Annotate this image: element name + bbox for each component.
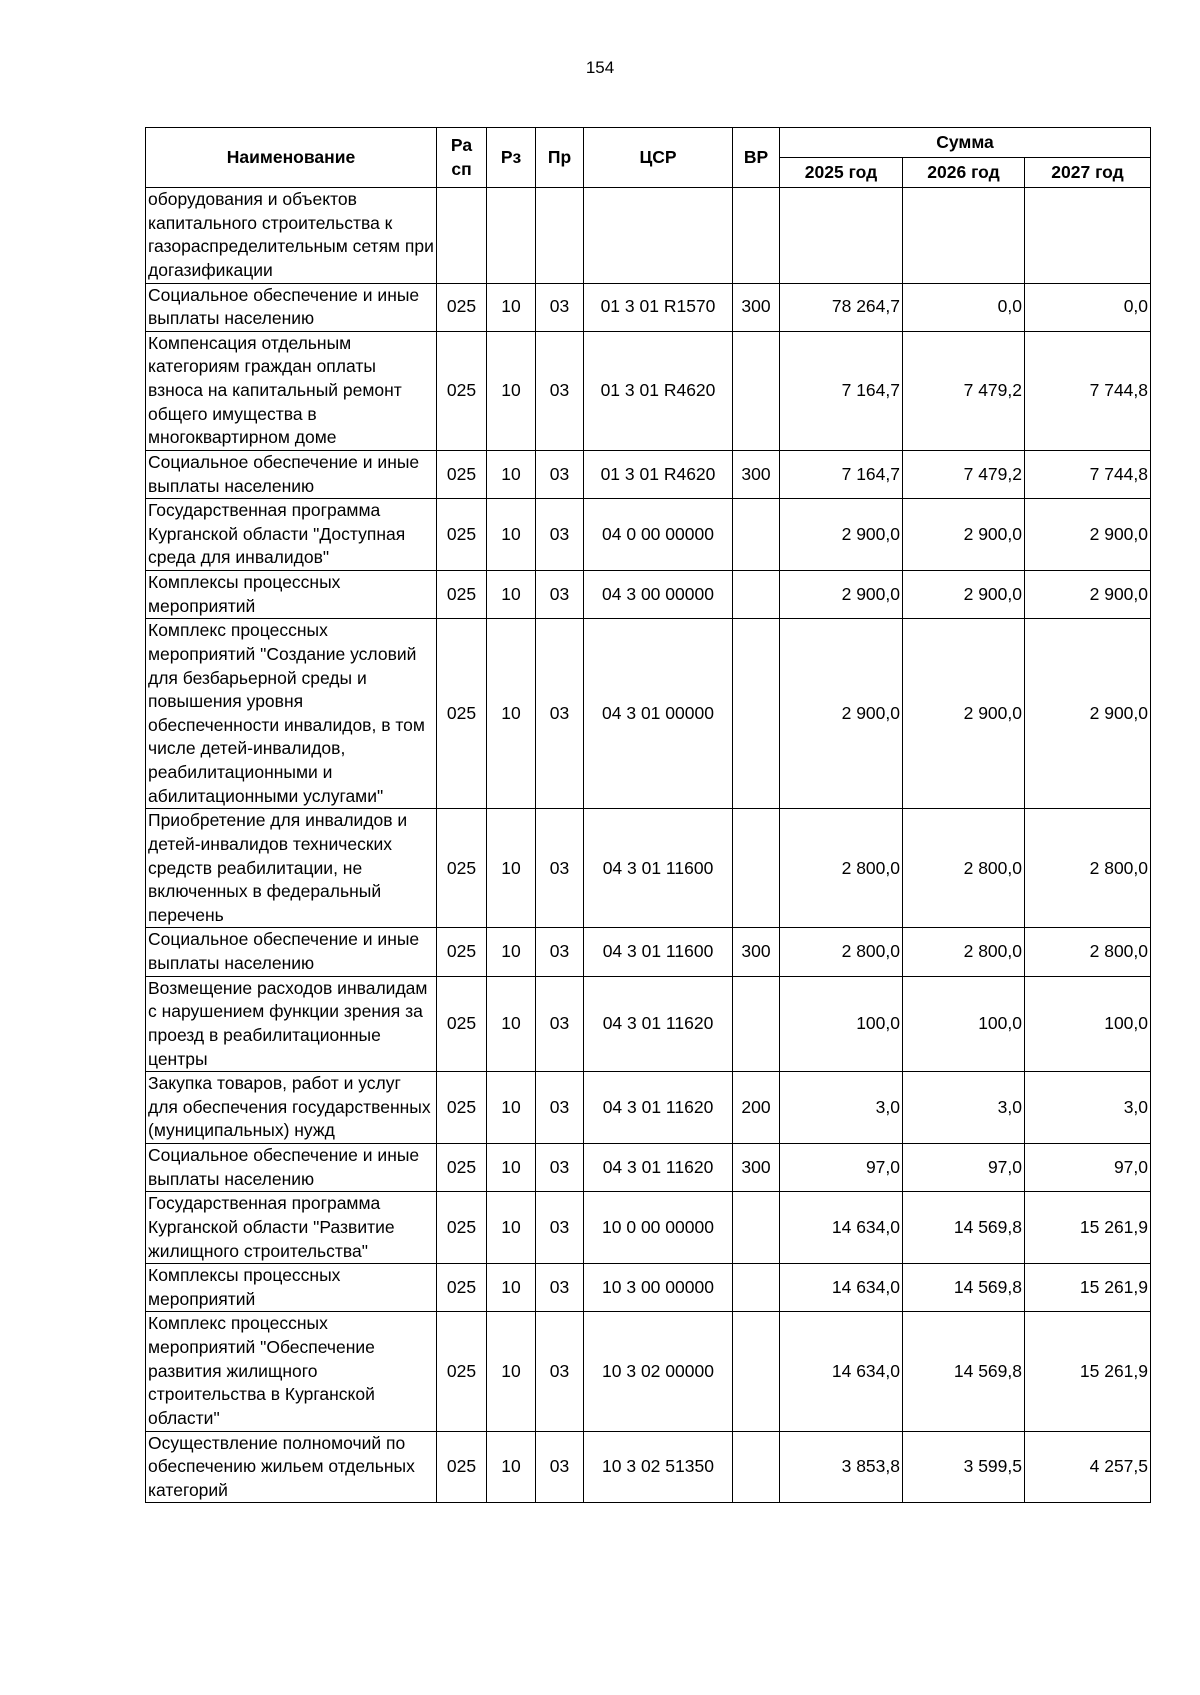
- table-row: [146, 283, 1151, 331]
- cell-2025: 3,0: [780, 1072, 903, 1144]
- cell-2027: 3,0: [1025, 1072, 1151, 1144]
- cell-name: Возмещение расходов инвалидам с нарушением функции зрения за проезд в реабилитационные центры: [146, 976, 437, 1072]
- cell-vr: [733, 1312, 780, 1431]
- table-row: [146, 1264, 1151, 1312]
- cell-name: оборудования и объектов капитального строительства к газораспределительным сетям при догазификации: [146, 188, 437, 284]
- cell-2025: 14 634,0: [780, 1264, 903, 1312]
- cell-name: Социальное обеспечение и иные выплаты населению: [146, 283, 437, 331]
- cell-2027: 0,0: [1025, 283, 1151, 331]
- cell-csr: 04 3 01 11620: [584, 1144, 733, 1192]
- cell-2025: 7 164,7: [780, 450, 903, 498]
- cell-2026: [903, 188, 1025, 284]
- cell-rz: 10: [487, 809, 536, 928]
- cell-csr: 10 3 02 51350: [584, 1431, 733, 1503]
- cell-2027: 2 900,0: [1025, 499, 1151, 571]
- cell-2025: 3 853,8: [780, 1431, 903, 1503]
- cell-2025: 97,0: [780, 1144, 903, 1192]
- cell-2025: 100,0: [780, 976, 903, 1072]
- cell-pr: 03: [536, 976, 584, 1072]
- cell-pr: 03: [536, 619, 584, 809]
- cell-2027: 15 261,9: [1025, 1312, 1151, 1431]
- cell-csr: 04 3 01 00000: [584, 619, 733, 809]
- table-row: [146, 1312, 1151, 1431]
- cell-rasp: 025: [437, 571, 487, 619]
- cell-2026: 2 900,0: [903, 619, 1025, 809]
- cell-name: Комплексы процессных мероприятий: [146, 1264, 437, 1312]
- table-row: [146, 976, 1151, 1072]
- cell-pr: 03: [536, 571, 584, 619]
- cell-2026: 2 800,0: [903, 809, 1025, 928]
- cell-rz: 10: [487, 928, 536, 976]
- cell-rz: 10: [487, 1431, 536, 1503]
- cell-rasp: 025: [437, 331, 487, 450]
- header-csr: ЦСР: [584, 128, 733, 188]
- cell-vr: 300: [733, 450, 780, 498]
- cell-rasp: 025: [437, 450, 487, 498]
- cell-name: Социальное обеспечение и иные выплаты населению: [146, 450, 437, 498]
- cell-pr: 03: [536, 928, 584, 976]
- table-row: [146, 928, 1151, 976]
- cell-rasp: 025: [437, 1072, 487, 1144]
- cell-rz: 10: [487, 283, 536, 331]
- cell-2026: 2 800,0: [903, 928, 1025, 976]
- cell-name: Государственная программа Курганской области "Доступная среда для инвалидов": [146, 499, 437, 571]
- cell-name: Приобретение для инвалидов и детей-инвалидов технических средств реабилитации, не включенных в федеральный перечень: [146, 809, 437, 928]
- cell-vr: [733, 571, 780, 619]
- cell-rasp: [437, 188, 487, 284]
- cell-pr: 03: [536, 1072, 584, 1144]
- cell-name: Осуществление полномочий по обеспечению жильем отдельных категорий: [146, 1431, 437, 1503]
- cell-2027: [1025, 188, 1151, 284]
- table-header: [146, 128, 1151, 188]
- cell-csr: 10 3 02 00000: [584, 1312, 733, 1431]
- cell-2026: 7 479,2: [903, 331, 1025, 450]
- cell-rz: 10: [487, 331, 536, 450]
- cell-csr: 10 0 00 00000: [584, 1192, 733, 1264]
- cell-2025: 78 264,7: [780, 283, 903, 331]
- cell-2026: 2 900,0: [903, 571, 1025, 619]
- cell-2025: 2 800,0: [780, 928, 903, 976]
- cell-2026: 7 479,2: [903, 450, 1025, 498]
- header-rz: Рз: [487, 128, 536, 188]
- cell-csr: 01 3 01 R1570: [584, 283, 733, 331]
- cell-vr: [733, 619, 780, 809]
- cell-pr: 03: [536, 499, 584, 571]
- cell-2026: 2 900,0: [903, 499, 1025, 571]
- header-pr: Пр: [536, 128, 584, 188]
- cell-rasp: 025: [437, 1431, 487, 1503]
- cell-2027: 7 744,8: [1025, 450, 1151, 498]
- cell-csr: 01 3 01 R4620: [584, 331, 733, 450]
- cell-rz: 10: [487, 1144, 536, 1192]
- cell-2025: 2 900,0: [780, 619, 903, 809]
- cell-pr: 03: [536, 1264, 584, 1312]
- cell-pr: 03: [536, 1144, 584, 1192]
- cell-rasp: 025: [437, 976, 487, 1072]
- cell-name: Социальное обеспечение и иные выплаты населению: [146, 928, 437, 976]
- cell-rasp: 025: [437, 809, 487, 928]
- budget-table: [145, 127, 1151, 1503]
- cell-vr: [733, 976, 780, 1072]
- cell-rz: 10: [487, 1264, 536, 1312]
- cell-rasp: 025: [437, 1264, 487, 1312]
- header-year-2027: 2027 год: [1025, 158, 1151, 188]
- cell-pr: 03: [536, 1192, 584, 1264]
- cell-rz: 10: [487, 1192, 536, 1264]
- cell-vr: [733, 331, 780, 450]
- cell-name: Комплексы процессных мероприятий: [146, 571, 437, 619]
- table-row: [146, 1144, 1151, 1192]
- header-name: Наименование: [146, 128, 437, 188]
- table-row: [146, 450, 1151, 498]
- cell-2025: 2 800,0: [780, 809, 903, 928]
- table-row: [146, 571, 1151, 619]
- table-row: [146, 809, 1151, 928]
- cell-csr: 04 3 01 11620: [584, 976, 733, 1072]
- cell-2025: 14 634,0: [780, 1192, 903, 1264]
- cell-rasp: 025: [437, 1312, 487, 1431]
- cell-2026: 3 599,5: [903, 1431, 1025, 1503]
- cell-vr: [733, 809, 780, 928]
- cell-2027: 100,0: [1025, 976, 1151, 1072]
- table-row: [146, 1192, 1151, 1264]
- cell-2027: 7 744,8: [1025, 331, 1151, 450]
- cell-2026: 100,0: [903, 976, 1025, 1072]
- cell-2025: 14 634,0: [780, 1312, 903, 1431]
- cell-rz: 10: [487, 1312, 536, 1431]
- cell-pr: 03: [536, 1431, 584, 1503]
- header-vr: ВР: [733, 128, 780, 188]
- table-row: [146, 1072, 1151, 1144]
- table-row: [146, 1431, 1151, 1503]
- cell-2025: 7 164,7: [780, 331, 903, 450]
- cell-2027: 15 261,9: [1025, 1264, 1151, 1312]
- table-row: [146, 331, 1151, 450]
- cell-rz: [487, 188, 536, 284]
- cell-2026: 3,0: [903, 1072, 1025, 1144]
- cell-2025: 2 900,0: [780, 499, 903, 571]
- cell-vr: [733, 1264, 780, 1312]
- cell-pr: 03: [536, 809, 584, 928]
- cell-vr: [733, 499, 780, 571]
- cell-vr: 300: [733, 283, 780, 331]
- header-year-2026: 2026 год: [903, 158, 1025, 188]
- cell-2026: 14 569,8: [903, 1312, 1025, 1431]
- cell-2027: 97,0: [1025, 1144, 1151, 1192]
- cell-csr: 04 3 01 11600: [584, 809, 733, 928]
- cell-2027: 2 800,0: [1025, 809, 1151, 928]
- table-body: [146, 188, 1151, 1503]
- cell-2027: 2 900,0: [1025, 571, 1151, 619]
- cell-csr: 10 3 00 00000: [584, 1264, 733, 1312]
- cell-2027: 2 800,0: [1025, 928, 1151, 976]
- cell-vr: 300: [733, 1144, 780, 1192]
- cell-csr: 04 3 00 00000: [584, 571, 733, 619]
- cell-vr: [733, 188, 780, 284]
- cell-csr: 04 3 01 11600: [584, 928, 733, 976]
- cell-csr: [584, 188, 733, 284]
- cell-vr: 300: [733, 928, 780, 976]
- page-number: 154: [585, 58, 615, 77]
- table-row: [146, 499, 1151, 571]
- cell-rasp: 025: [437, 928, 487, 976]
- cell-vr: 200: [733, 1072, 780, 1144]
- table-row: [146, 188, 1151, 284]
- header-sum: Сумма: [780, 128, 1151, 158]
- cell-name: Социальное обеспечение и иные выплаты населению: [146, 1144, 437, 1192]
- cell-2026: 14 569,8: [903, 1264, 1025, 1312]
- cell-pr: 03: [536, 331, 584, 450]
- header-year-2025: 2025 год: [780, 158, 903, 188]
- cell-name: Государственная программа Курганской области "Развитие жилищного строительства": [146, 1192, 437, 1264]
- cell-rasp: 025: [437, 619, 487, 809]
- cell-pr: [536, 188, 584, 284]
- cell-rz: 10: [487, 976, 536, 1072]
- cell-pr: 03: [536, 450, 584, 498]
- cell-name: Комплекс процессных мероприятий "Создание условий для безбарьерной среды и повышения уровня обеспеченности инвалидов, в том числе детей-инвалидов, реабилитационными и абилитационными услугами": [146, 619, 437, 809]
- cell-2027: 4 257,5: [1025, 1431, 1151, 1503]
- table-row: [146, 619, 1151, 809]
- cell-name: Закупка товаров, работ и услуг для обеспечения государственных (муниципальных) нужд: [146, 1072, 437, 1144]
- cell-rasp: 025: [437, 283, 487, 331]
- cell-csr: 04 0 00 00000: [584, 499, 733, 571]
- cell-2025: 2 900,0: [780, 571, 903, 619]
- cell-rasp: 025: [437, 1144, 487, 1192]
- cell-2026: 14 569,8: [903, 1192, 1025, 1264]
- cell-rasp: 025: [437, 1192, 487, 1264]
- cell-2026: 0,0: [903, 283, 1025, 331]
- cell-rz: 10: [487, 1072, 536, 1144]
- cell-pr: 03: [536, 1312, 584, 1431]
- cell-pr: 03: [536, 283, 584, 331]
- cell-name: Комплекс процессных мероприятий "Обеспечение развития жилищного строительства в Курганской области": [146, 1312, 437, 1431]
- cell-rasp: 025: [437, 499, 487, 571]
- header-rasp: Ра сп: [437, 128, 487, 188]
- cell-name: Компенсация отдельным категориям граждан оплаты взноса на капитальный ремонт общего имущества в многоквартирном доме: [146, 331, 437, 450]
- cell-csr: 04 3 01 11620: [584, 1072, 733, 1144]
- cell-csr: 01 3 01 R4620: [584, 450, 733, 498]
- cell-2025: [780, 188, 903, 284]
- cell-rz: 10: [487, 450, 536, 498]
- cell-2027: 15 261,9: [1025, 1192, 1151, 1264]
- cell-rz: 10: [487, 499, 536, 571]
- cell-rz: 10: [487, 619, 536, 809]
- cell-2027: 2 900,0: [1025, 619, 1151, 809]
- cell-rz: 10: [487, 571, 536, 619]
- cell-vr: [733, 1431, 780, 1503]
- cell-vr: [733, 1192, 780, 1264]
- cell-2026: 97,0: [903, 1144, 1025, 1192]
